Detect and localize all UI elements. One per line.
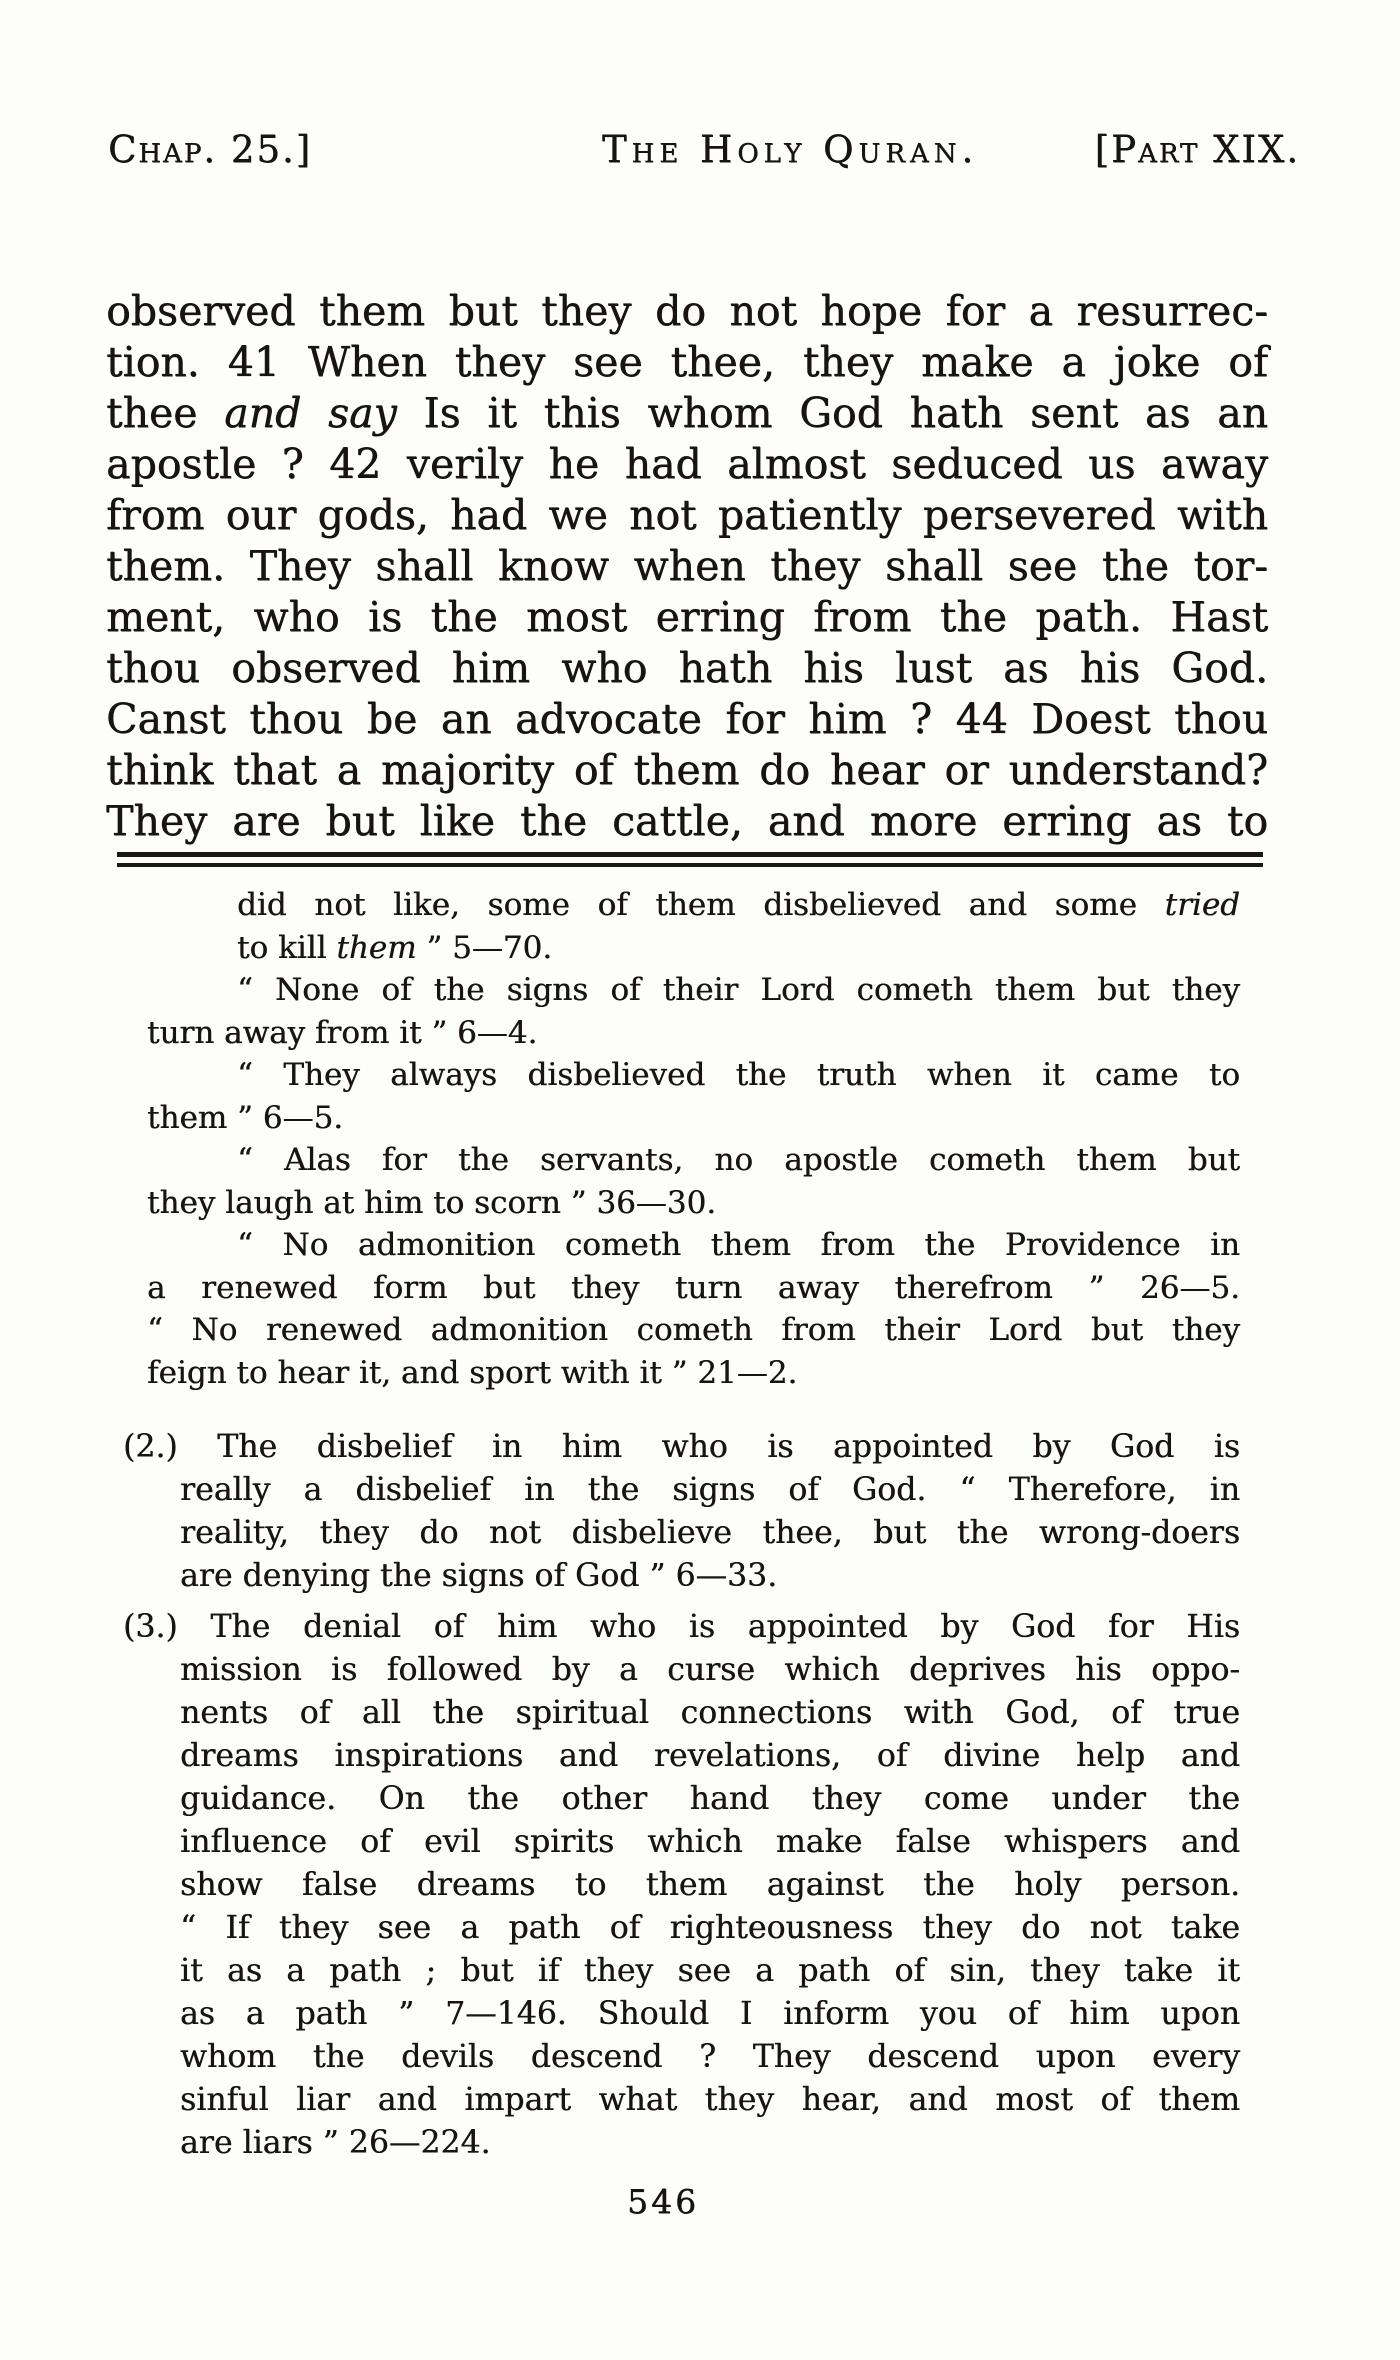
text-line: as a path ” 7—146. Should I inform you of him upon bbox=[180, 1996, 1240, 2032]
text-line: feign to hear it, and sport with it ” 21—2. bbox=[147, 1354, 798, 1391]
text-line: a renewed form but they turn away therefrom ” 26—5. bbox=[147, 1269, 1240, 1306]
text-line: “ No admonition cometh them from the Providence in bbox=[237, 1227, 1240, 1263]
text-line: influence of evil spirits which make false whispers and bbox=[180, 1824, 1240, 1860]
text-line: from our gods, had we not patiently persevered with bbox=[106, 491, 1268, 539]
commentary-item bbox=[123, 1426, 1240, 1598]
text-line: “ Alas for the servants, no apostle cometh them but bbox=[237, 1142, 1240, 1178]
text-line: dreams inspirations and revelations, of divine help and bbox=[180, 1738, 1240, 1774]
text-line: think that a majority of them do hear or understand? bbox=[106, 746, 1268, 794]
text-line: them. They shall know when they shall see the tor- bbox=[106, 542, 1268, 590]
text-line: ment, who is the most erring from the path. Hast bbox=[106, 593, 1268, 641]
text-line: to kill them ” 5—70. bbox=[237, 929, 553, 966]
text-line: sinful liar and impart what they hear, and most of them bbox=[180, 2082, 1240, 2118]
header-part: [Part XIX. bbox=[1094, 128, 1300, 171]
text-line: observed them but they do not hope for a resurrec- bbox=[106, 287, 1268, 335]
text-line: they laugh at him to scorn ” 36—30. bbox=[147, 1184, 717, 1221]
text-line: They are but like the cattle, and more erring as to bbox=[106, 797, 1268, 845]
text-line: reality, they do not disbelieve thee, but the wrong-doers bbox=[180, 1515, 1240, 1551]
text-line: whom the devils descend ? They descend upon every bbox=[180, 2039, 1240, 2075]
text-line: apostle ? 42 verily he had almost seduced us away bbox=[106, 440, 1268, 488]
text-line: “ If they see a path of righteousness they do not take bbox=[180, 1910, 1240, 1946]
text-line: Canst thou be an advocate for him ? 44 Doest thou bbox=[106, 695, 1268, 743]
text-line: mission is followed by a curse which deprives his oppo- bbox=[180, 1652, 1240, 1688]
text-line: it as a path ; but if they see a path of sin, they take it bbox=[180, 1953, 1240, 1989]
text-line: “ No renewed admonition cometh from their Lord but they bbox=[147, 1312, 1240, 1348]
header-title: The Holy Quran. bbox=[601, 128, 979, 171]
text-line: are denying the signs of God ” 6—33. bbox=[180, 1558, 778, 1594]
text-line: show false dreams to them against the holy person. bbox=[180, 1867, 1240, 1903]
text-line: guidance. On the other hand they come under the bbox=[180, 1781, 1240, 1817]
text-line: really a disbelief in the signs of God. “ Therefore, in bbox=[180, 1472, 1240, 1508]
text-line: “ They always disbelieved the truth when it came to bbox=[237, 1057, 1240, 1093]
text-line: (2.) The disbelief in him who is appointed by God is bbox=[123, 1429, 1240, 1465]
commentary-items bbox=[123, 1426, 1240, 2165]
section-divider bbox=[117, 852, 1263, 867]
main-text bbox=[106, 286, 1268, 847]
text-line: them ” 6—5. bbox=[147, 1099, 344, 1136]
text-line: nents of all the spiritual connections with God, of true bbox=[180, 1695, 1240, 1731]
commentary-item bbox=[123, 1606, 1240, 2165]
commentary-quotes bbox=[147, 884, 1240, 1394]
text-line: tion. 41 When they see thee, they make a joke of bbox=[106, 338, 1268, 386]
text-line: turn away from it ” 6—4. bbox=[147, 1014, 538, 1051]
text-line: thou observed him who hath his lust as his God. bbox=[106, 644, 1268, 692]
text-line: “ None of the signs of their Lord cometh them but they bbox=[237, 972, 1240, 1008]
header-chapter: Chap. 25.] bbox=[108, 128, 313, 171]
text-line: (3.) The denial of him who is appointed by God for His bbox=[123, 1609, 1240, 1645]
text-line: are liars ” 26—224. bbox=[180, 2125, 491, 2161]
page-number: 546 bbox=[627, 2182, 699, 2221]
text-line: thee and say Is it this whom God hath sent as an bbox=[106, 389, 1268, 437]
text-line: did not like, some of them disbelieved and some tried bbox=[237, 887, 1240, 923]
